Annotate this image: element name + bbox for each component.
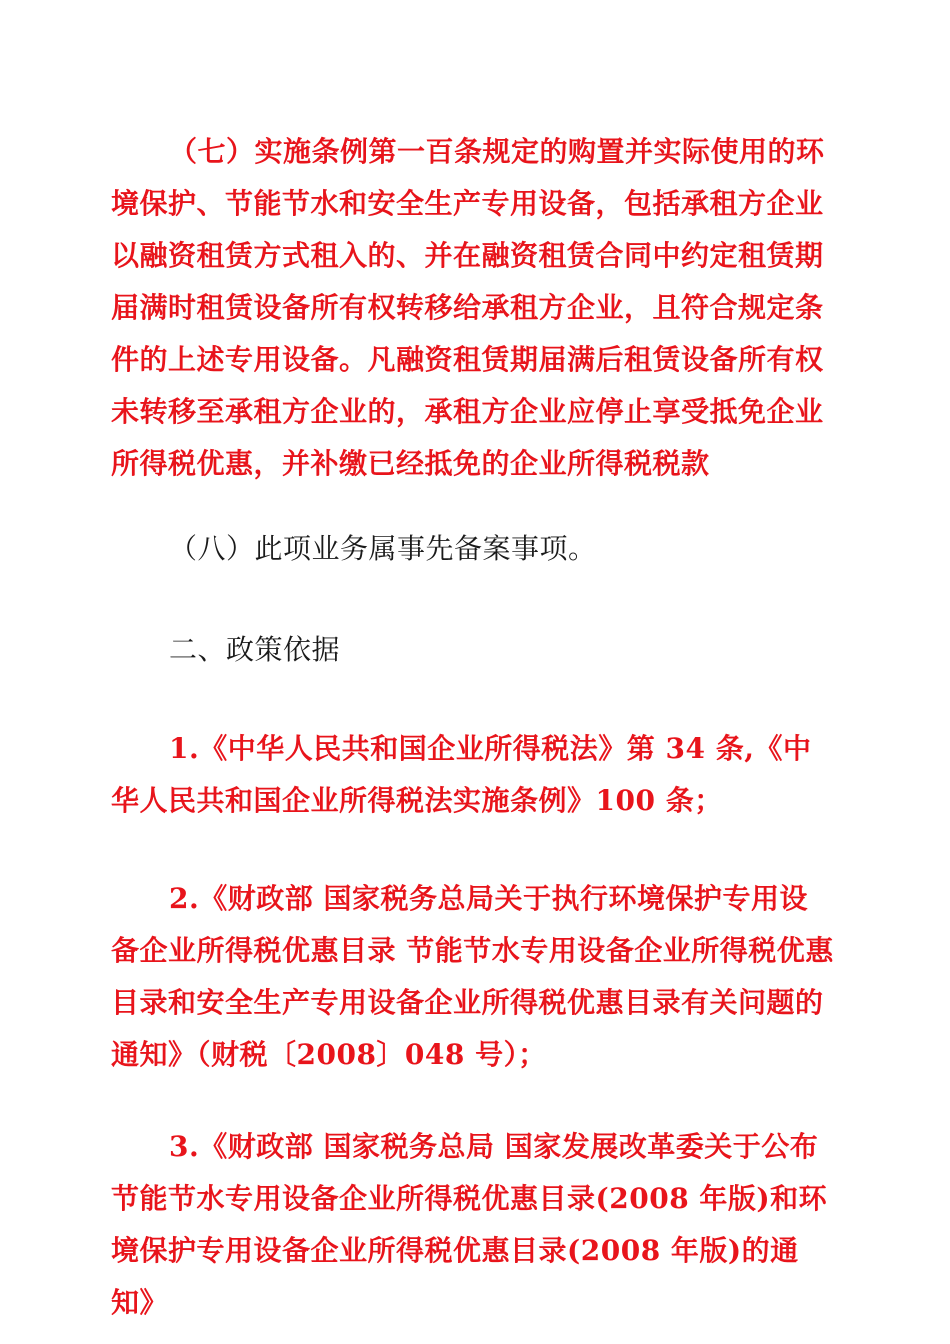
paragraph-item-8: （八）此项业务属事先备案事项。 bbox=[169, 532, 597, 565]
paragraph-item-7: （七）实施条例第一百条规定的购置并实际使用的环境保护、节能节水和安全生产专用设备，包括承租方企业以融资租赁方式租入的、并在融资租赁合同中约定租赁期届满时租赁设备所有权转移给承租方企业，且符合规定条件的上述专用设备。凡融资租赁期届满后租赁设备所有权未转移至承租方企业的，承租方企业应停止享受抵免企业所得税优惠，并补缴已经抵免的企业所得税税款 bbox=[111, 135, 825, 480]
reference-item-1: 1.《中华人民共和国企业所得税法》第 34 条,《中华人民共和国企业所得税法实施条例》100 条； bbox=[111, 732, 812, 817]
reference-item-3: 3.《财政部 国家税务总局 国家发展改革委关于公布节能节水专用设备企业所得税优惠目录(2008 年版)和环境保护专用设备企业所得税优惠目录(2008 年版)的通知》 bbox=[111, 1130, 828, 1319]
reference-item-2: 2.《财政部 国家税务总局关于执行环境保护专用设备企业所得税优惠目录 节能节水专用设备企业所得税优惠目录和安全生产专用设备企业所得税优惠目录有关问题的通知》（财税〔2008〕048 号）； bbox=[111, 882, 834, 1071]
section-heading-policy-basis: 二、政策依据 bbox=[169, 633, 341, 666]
